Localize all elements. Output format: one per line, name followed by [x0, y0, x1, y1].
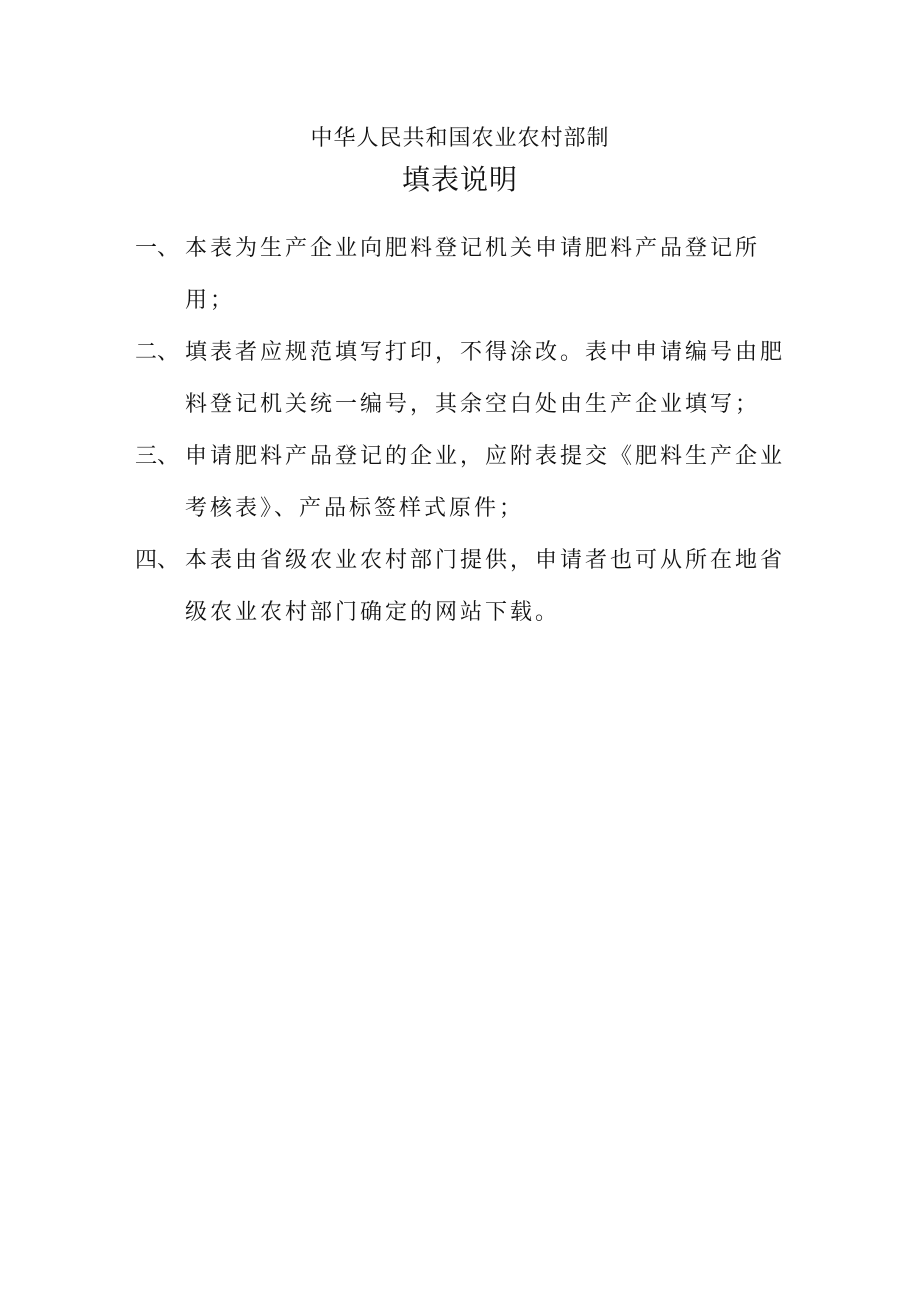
instruction-number: 一、: [135, 236, 180, 261]
instruction-text: 本表为生产企业向肥料登记机关申请肥料产品登记所用；: [185, 236, 761, 313]
instruction-item: [135, 327, 785, 431]
instruction-text: 申请肥料产品登记的企业，应附表提交《肥料生产企业考核表》、产品标签样式原件；: [185, 444, 786, 521]
instruction-number: 四、: [135, 548, 180, 573]
instruction-item: [135, 535, 785, 639]
instruction-item: [135, 223, 785, 327]
page-title: 填表说明: [401, 163, 518, 196]
instruction-text: 本表由省级农业农村部门提供，申请者也可从所在地省级农业农村部门确定的网站下载。: [185, 548, 786, 625]
instruction-text: 填表者应规范填写打印，不得涂改。表中申请编号由肥料登记机关统一编号，其余空白处由生产企业填写；: [185, 340, 786, 417]
instruction-item: [135, 431, 785, 535]
instruction-number: 二、: [135, 340, 180, 365]
instruction-number: 三、: [135, 444, 180, 469]
issuer-line: 中华人民共和国农业农村部制: [310, 126, 610, 151]
instruction-list: [135, 223, 785, 639]
